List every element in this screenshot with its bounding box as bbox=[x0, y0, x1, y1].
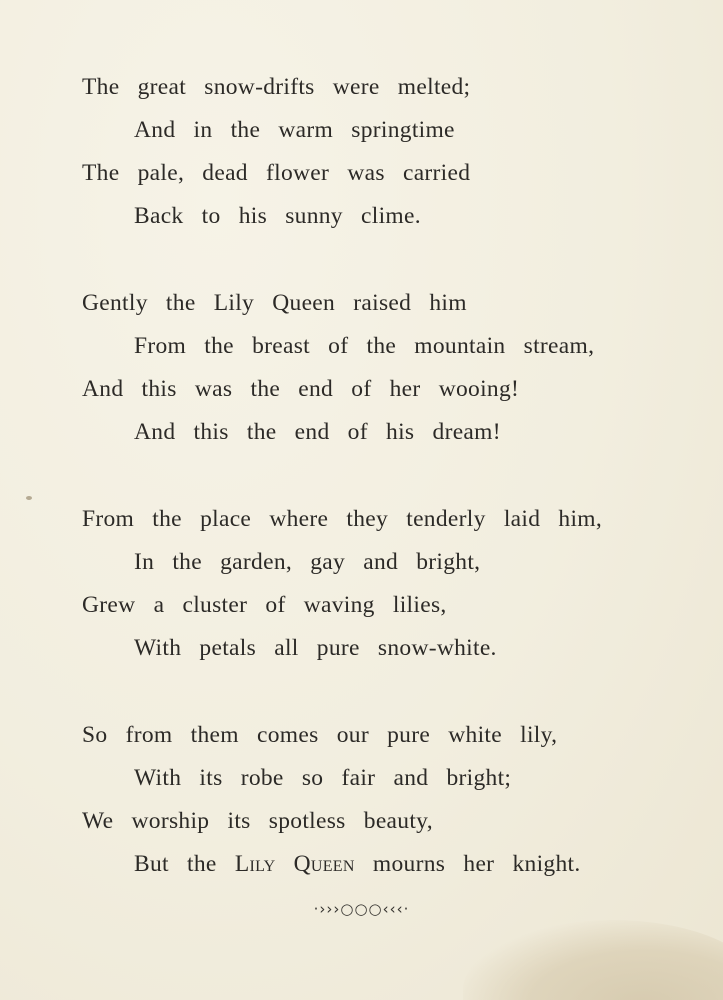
final-line-start: But the bbox=[134, 851, 235, 877]
poem-line: And this the end of his dream! bbox=[134, 419, 501, 445]
stanza-3 bbox=[82, 498, 682, 670]
poem-line: In the garden, gay and bright, bbox=[134, 549, 481, 575]
poem-line: And this was the end of her wooing! bbox=[82, 376, 520, 402]
poem-line: Grew a cluster of waving lilies, bbox=[82, 592, 447, 618]
poem-line-final bbox=[82, 843, 682, 886]
poem-line: From the breast of the mountain stream, bbox=[134, 333, 595, 359]
page-speck bbox=[26, 496, 32, 500]
stanza-2 bbox=[82, 282, 682, 454]
final-line-end: mourns her knight. bbox=[354, 851, 581, 877]
stanza-4 bbox=[82, 714, 682, 886]
poem-line: So from them comes our pure white lily, bbox=[82, 722, 558, 748]
poem-line: With its robe so fair and bright; bbox=[134, 765, 512, 791]
poem-line: From the place where they tenderly laid him, bbox=[82, 506, 603, 532]
poem-line: And in the warm springtime bbox=[134, 117, 455, 143]
lily-queen-smallcaps: Lily Queen bbox=[234, 851, 355, 877]
poem-line: Back to his sunny clime. bbox=[134, 203, 421, 229]
poem-line: With petals all pure snow-white. bbox=[134, 635, 497, 661]
poem-line: We worship its spotless beauty, bbox=[82, 808, 433, 834]
page-stain bbox=[463, 920, 723, 1000]
poem-line: Gently the Lily Queen raised him bbox=[82, 290, 467, 316]
poem bbox=[82, 66, 682, 930]
poem-line: The great snow-drifts were melted; bbox=[82, 74, 471, 100]
end-ornament: ·›››○○○‹‹‹· bbox=[313, 900, 410, 918]
poem-line: The pale, dead flower was carried bbox=[82, 160, 471, 186]
stanza-1 bbox=[82, 66, 682, 238]
